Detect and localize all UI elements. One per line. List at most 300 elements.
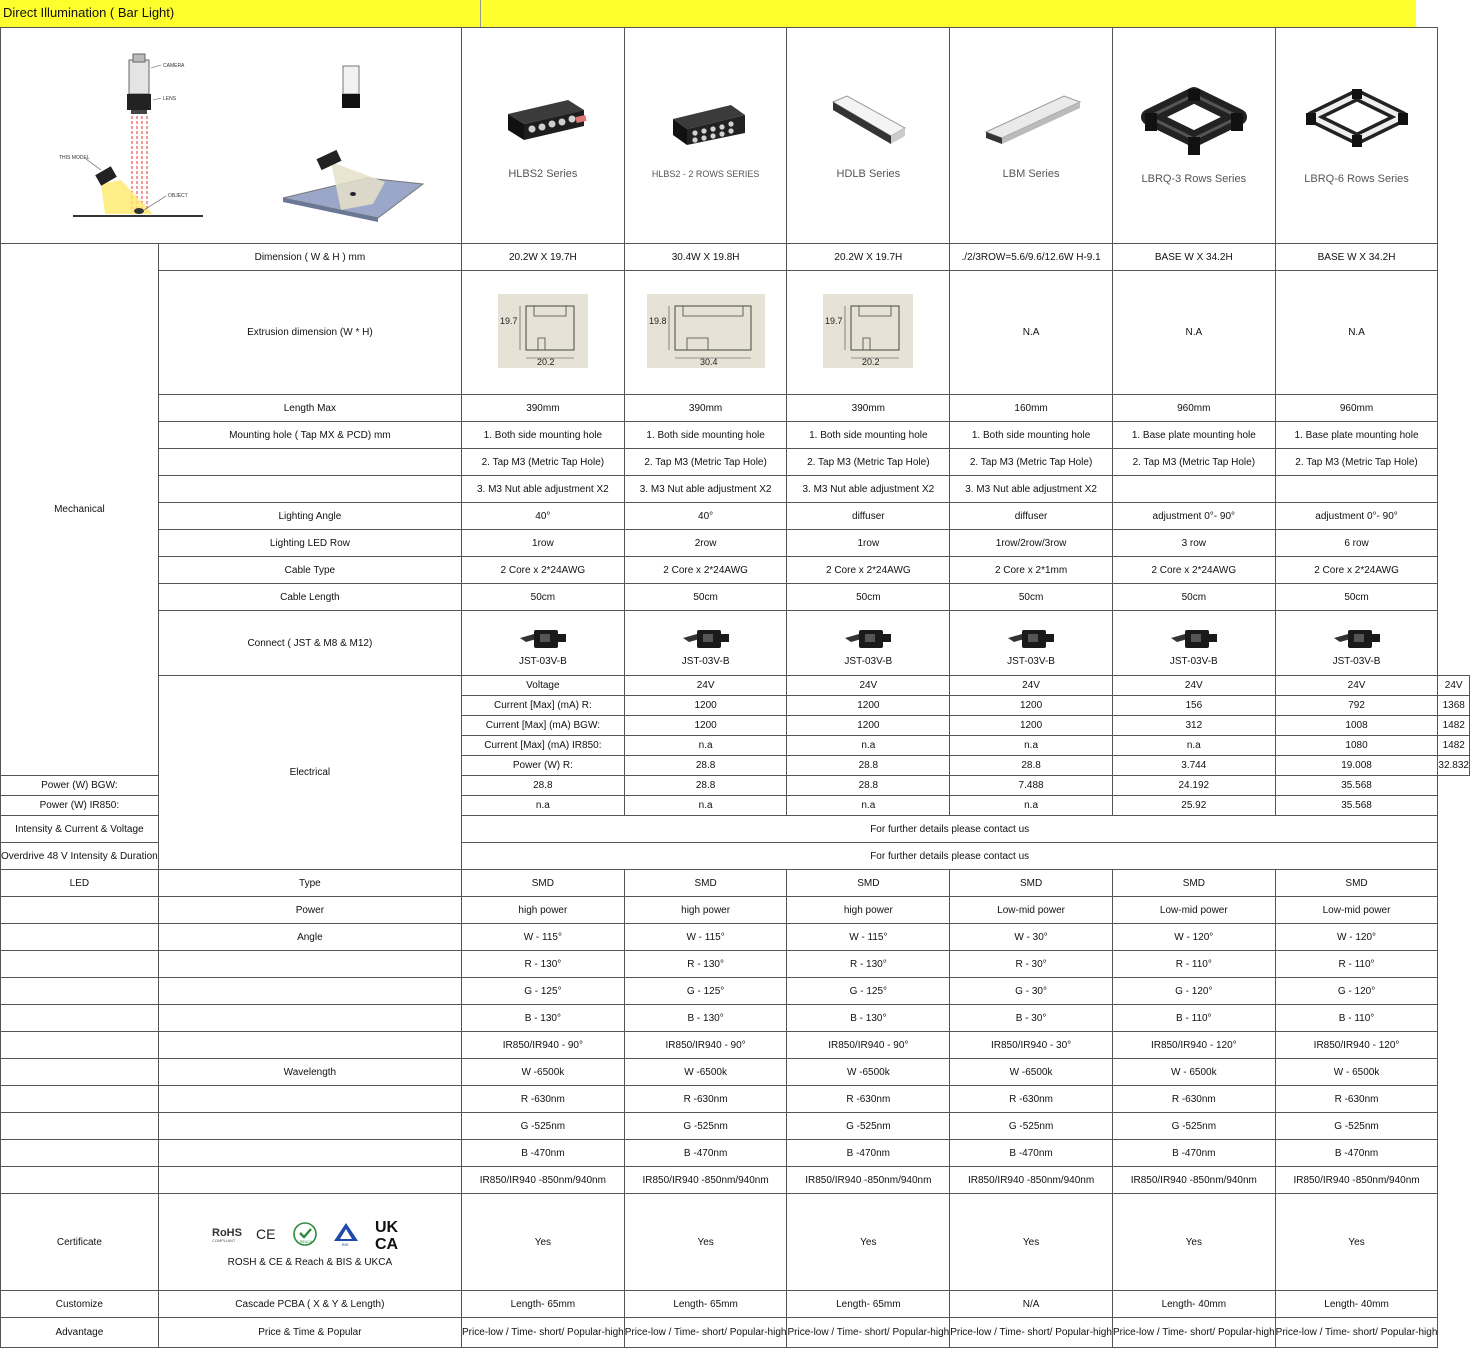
value-cell: 50cm xyxy=(950,584,1113,611)
product-name: LBRQ-3 Rows Series xyxy=(1141,172,1247,185)
row-label: Cascade PCBA ( X & Y & Length) xyxy=(158,1291,461,1318)
spec-row-wl-ir xyxy=(1,1167,1470,1194)
value-cell: 960mm xyxy=(1275,395,1438,422)
row-label xyxy=(158,476,461,503)
category-empty xyxy=(1,1059,159,1086)
value-cell: 960mm xyxy=(1112,395,1275,422)
spec-row-wl-b xyxy=(1,1140,1470,1167)
rohs-icon xyxy=(210,1224,240,1244)
value-cell: B -470nm xyxy=(1275,1140,1438,1167)
row-label: Wavelength xyxy=(158,1059,461,1086)
product-cell-5 xyxy=(1112,28,1275,244)
category-certificate: Certificate xyxy=(1,1194,159,1291)
product-cell-4 xyxy=(950,28,1113,244)
value-cell: 1482 xyxy=(1438,716,1470,736)
value-cell: 1200 xyxy=(624,716,787,736)
row-label: Current [Max] (mA) IR850: xyxy=(462,736,625,756)
spec-row-mount-1 xyxy=(1,422,1470,449)
value-cell: IR850/IR940 - 120° xyxy=(1112,1032,1275,1059)
connector-label: JST-03V-B xyxy=(1007,655,1055,667)
row-label: Current [Max] (mA) BGW: xyxy=(462,716,625,736)
value-cell xyxy=(462,611,625,676)
value-cell: 40° xyxy=(462,503,625,530)
title-bar xyxy=(0,0,1416,28)
value-cell: R - 110° xyxy=(1275,951,1438,978)
connector-icon xyxy=(1167,624,1221,654)
value-cell: n.a xyxy=(624,796,787,816)
value-cell: n.a xyxy=(1112,736,1275,756)
value-cell: R -630nm xyxy=(462,1086,625,1113)
value-cell: 35.568 xyxy=(1275,776,1438,796)
value-cell: G -525nm xyxy=(462,1113,625,1140)
spec-row-connect xyxy=(1,611,1470,676)
value-cell: 32.832 xyxy=(1438,756,1470,776)
reach-icon xyxy=(292,1221,318,1247)
value-cell: SMD xyxy=(950,870,1113,897)
value-cell: 1. Base plate mounting hole xyxy=(1275,422,1438,449)
value-cell: 28.8 xyxy=(950,756,1113,776)
value-cell: 2. Tap M3 (Metric Tap Hole) xyxy=(787,449,950,476)
spec-row-angle-g xyxy=(1,978,1470,1005)
camera-label: CAMERA xyxy=(163,63,185,69)
value-cell: 3. M3 Nut able adjustment X2 xyxy=(624,476,787,503)
value-cell: 1200 xyxy=(950,716,1113,736)
value-cell: 390mm xyxy=(787,395,950,422)
value-cell xyxy=(787,611,950,676)
value-cell: G -525nm xyxy=(1112,1113,1275,1140)
category-mechanical: Mechanical xyxy=(1,244,159,776)
product-name: HLBS2 - 2 ROWS SERIES xyxy=(651,168,760,179)
value-cell: B -470nm xyxy=(950,1140,1113,1167)
value-cell: 1200 xyxy=(787,696,950,716)
value-cell: IR850/IR940 -850nm/940nm xyxy=(950,1167,1113,1194)
value-cell: Length- 65mm xyxy=(787,1291,950,1318)
category-empty xyxy=(1,1005,159,1032)
value-cell: adjustment 0°- 90° xyxy=(1275,503,1438,530)
ukca-icon xyxy=(374,1217,410,1251)
value-cell: G -525nm xyxy=(950,1113,1113,1140)
value-cell: 2 Core x 2*24AWG xyxy=(462,557,625,584)
value-cell: 19.008 xyxy=(1275,756,1438,776)
value-cell: W -6500k xyxy=(950,1059,1113,1086)
value-cell: 3. M3 Nut able adjustment X2 xyxy=(462,476,625,503)
category-empty xyxy=(1,1113,159,1140)
value-cell: n.a xyxy=(462,796,625,816)
spec-row-cascade xyxy=(1,1291,1470,1318)
spec-table xyxy=(0,27,1470,1348)
value-cell: IR850/IR940 - 90° xyxy=(787,1032,950,1059)
row-label xyxy=(158,1140,461,1167)
value-cell: IR850/IR940 -850nm/940nm xyxy=(1112,1167,1275,1194)
value-cell xyxy=(1112,611,1275,676)
product-name: HLBS2 Series xyxy=(508,167,578,180)
value-cell: B - 110° xyxy=(1112,1005,1275,1032)
connector-label: JST-03V-B xyxy=(681,655,730,667)
row-label xyxy=(158,1086,461,1113)
value-cell: BASE W X 34.2H xyxy=(1275,244,1438,271)
spec-row-extrusion xyxy=(1,271,1470,395)
value-cell: 28.8 xyxy=(462,776,625,796)
svg-text:CA: CA xyxy=(374,1235,398,1253)
bis-icon xyxy=(332,1221,360,1247)
row-label: Cable Length xyxy=(158,584,461,611)
value-cell: 390mm xyxy=(462,395,625,422)
value-cell: B -470nm xyxy=(787,1140,950,1167)
value-cell: Low-mid power xyxy=(1275,897,1438,924)
value-cell: W - 6500k xyxy=(1112,1059,1275,1086)
value-cell: 28.8 xyxy=(787,756,950,776)
value-cell: Price-low / Time- short/ Popular-high xyxy=(1112,1318,1275,1348)
connector-icon xyxy=(841,624,895,654)
value-cell: IR850/IR940 -850nm/940nm xyxy=(1275,1167,1438,1194)
value-cell: 24.192 xyxy=(1112,776,1275,796)
product-cell-3 xyxy=(787,28,950,244)
value-cell: 25.92 xyxy=(1112,796,1275,816)
row-label: Lighting Angle xyxy=(158,503,461,530)
value-cell: Price-low / Time- short/ Popular-high xyxy=(950,1318,1113,1348)
value-cell: 2 Core x 2*24AWG xyxy=(1112,557,1275,584)
value-cell: Price-low / Time- short/ Popular-high xyxy=(787,1318,950,1348)
svg-text:CE: CE xyxy=(255,1225,276,1242)
value-cell: R - 30° xyxy=(950,951,1113,978)
value-cell: 1080 xyxy=(1275,736,1438,756)
value-cell: 2. Tap M3 (Metric Tap Hole) xyxy=(462,449,625,476)
value-cell: B -470nm xyxy=(1112,1140,1275,1167)
value-cell: SMD xyxy=(624,870,787,897)
spec-row-cert xyxy=(1,1194,1470,1291)
value-cell: 28.8 xyxy=(624,756,787,776)
value-cell xyxy=(1275,476,1438,503)
value-cell: 390mm xyxy=(624,395,787,422)
row-label: Current [Max] (mA) R: xyxy=(462,696,625,716)
value-cell: 28.8 xyxy=(787,776,950,796)
spec-row-wl-w xyxy=(1,1059,1470,1086)
spec-row-price xyxy=(1,1318,1470,1348)
row-label: Mounting hole ( Tap MX & PCD) mm xyxy=(158,422,461,449)
value-cell: 2 Core x 2*24AWG xyxy=(1275,557,1438,584)
value-cell: 1368 xyxy=(1438,696,1470,716)
value-cell: R -630nm xyxy=(624,1086,787,1113)
value-cell: G - 30° xyxy=(950,978,1113,1005)
row-label: Type xyxy=(158,870,461,897)
value-cell: 2. Tap M3 (Metric Tap Hole) xyxy=(1112,449,1275,476)
value-cell: n.a xyxy=(787,796,950,816)
spec-row-angle-b xyxy=(1,1005,1470,1032)
value-cell: 6 row xyxy=(1275,530,1438,557)
spec-row-dimension xyxy=(1,244,1470,271)
value-cell: 24V xyxy=(1112,676,1275,696)
product-cell-6 xyxy=(1275,28,1438,244)
value-cell: 24V xyxy=(787,676,950,696)
row-label: Power xyxy=(158,897,461,924)
value-cell: B -470nm xyxy=(624,1140,787,1167)
value-cell: 1row xyxy=(787,530,950,557)
value-cell: 24V xyxy=(950,676,1113,696)
spec-row-type xyxy=(1,870,1470,897)
value-cell: G - 125° xyxy=(624,978,787,1005)
value-cell xyxy=(950,611,1113,676)
value-cell: B - 130° xyxy=(624,1005,787,1032)
value-cell: W - 120° xyxy=(1112,924,1275,951)
value-cell: 2 Core x 2*1mm xyxy=(950,557,1113,584)
value-cell: 1row xyxy=(462,530,625,557)
value-cell: N.A xyxy=(1275,271,1438,395)
extrusion-width: 20.2 xyxy=(862,357,880,367)
value-cell xyxy=(624,271,787,395)
header-row xyxy=(1,28,1470,244)
value-cell: Price-low / Time- short/ Popular-high xyxy=(462,1318,625,1348)
value-cell xyxy=(1112,476,1275,503)
value-cell: 1200 xyxy=(624,696,787,716)
value-cell: 20.2W X 19.7H xyxy=(787,244,950,271)
row-label xyxy=(158,1194,461,1291)
value-cell: high power xyxy=(787,897,950,924)
value-cell: 1. Both side mounting hole xyxy=(950,422,1113,449)
spec-row-mount-2 xyxy=(1,449,1470,476)
product-cell-2 xyxy=(624,28,787,244)
value-cell: Length- 40mm xyxy=(1275,1291,1438,1318)
value-cell: Length- 65mm xyxy=(462,1291,625,1318)
connector-label: JST-03V-B xyxy=(844,655,893,667)
extrusion-drawing xyxy=(647,294,765,368)
value-cell: 50cm xyxy=(624,584,787,611)
value-cell: Yes xyxy=(462,1194,625,1291)
value-cell: W - 115° xyxy=(462,924,625,951)
value-cell: 1. Both side mounting hole xyxy=(462,422,625,449)
value-cell xyxy=(624,611,787,676)
value-cell: n.a xyxy=(787,736,950,756)
svg-text:UK: UK xyxy=(374,1218,398,1236)
category-empty xyxy=(1,1167,159,1194)
value-cell: W - 115° xyxy=(624,924,787,951)
lens-label: LENS xyxy=(163,96,177,102)
value-cell: ./2/3ROW=5.6/9.6/12.6W H-9.1 xyxy=(950,244,1113,271)
row-label: Power (W) IR850: xyxy=(1,796,159,816)
spec-row-power xyxy=(1,897,1470,924)
row-label: Cable Type xyxy=(158,557,461,584)
value-cell: SMD xyxy=(1275,870,1438,897)
category-empty xyxy=(1,1086,159,1113)
extrusion-width: 20.2 xyxy=(536,357,555,367)
value-cell: 1. Base plate mounting hole xyxy=(1112,422,1275,449)
row-label: Power (W) R: xyxy=(462,756,625,776)
value-cell: n.a xyxy=(950,736,1113,756)
value-cell: B - 130° xyxy=(462,1005,625,1032)
value-cell: W - 120° xyxy=(1275,924,1438,951)
row-label: Length Max xyxy=(158,395,461,422)
value-cell: SMD xyxy=(787,870,950,897)
value-cell: 156 xyxy=(1112,696,1275,716)
value-cell: Yes xyxy=(1275,1194,1438,1291)
value-cell: B - 130° xyxy=(787,1005,950,1032)
value-cell: Price-low / Time- short/ Popular-high xyxy=(1275,1318,1438,1348)
value-cell: 3. M3 Nut able adjustment X2 xyxy=(950,476,1113,503)
spec-row-length-max xyxy=(1,395,1470,422)
value-cell xyxy=(462,271,625,395)
category-empty xyxy=(1,951,159,978)
value-cell: R - 130° xyxy=(787,951,950,978)
spec-row-mount-3 xyxy=(1,476,1470,503)
value-cell: 1. Both side mounting hole xyxy=(787,422,950,449)
value-cell: W -6500k xyxy=(624,1059,787,1086)
extrusion-height: 19.8 xyxy=(648,316,667,326)
value-cell: Yes xyxy=(1112,1194,1275,1291)
value-cell: diffuser xyxy=(787,503,950,530)
value-cell: R -630nm xyxy=(1275,1086,1438,1113)
value-cell: 28.8 xyxy=(624,776,787,796)
row-label: Lighting LED Row xyxy=(158,530,461,557)
connector-label: JST-03V-B xyxy=(518,655,567,667)
value-cell: 3.744 xyxy=(1112,756,1275,776)
category-advantage: Advantage xyxy=(1,1318,159,1348)
value-cell: G - 125° xyxy=(462,978,625,1005)
value-cell: 1200 xyxy=(950,696,1113,716)
row-label: Overdrive 48 V Intensity & Duration xyxy=(1,843,159,870)
connector-icon xyxy=(1004,624,1058,654)
svg-text:COMPLIANT: COMPLIANT xyxy=(211,1237,236,1243)
category-empty xyxy=(1,924,159,951)
value-cell: 20.2W X 19.7H xyxy=(462,244,625,271)
row-label: Price & Time & Popular xyxy=(158,1318,461,1348)
value-cell: 2. Tap M3 (Metric Tap Hole) xyxy=(950,449,1113,476)
extrusion-height: 19.7 xyxy=(825,316,843,326)
value-cell: SMD xyxy=(1112,870,1275,897)
value-cell: G -525nm xyxy=(787,1113,950,1140)
value-cell: G - 120° xyxy=(1275,978,1438,1005)
value-cell: 2 Core x 2*24AWG xyxy=(624,557,787,584)
diagram-cell xyxy=(1,28,462,244)
value-cell: G -525nm xyxy=(1275,1113,1438,1140)
this-model-label: THIS MODEL xyxy=(59,155,90,161)
value-cell: 1row/2row/3row xyxy=(950,530,1113,557)
value-cell: IR850/IR940 - 30° xyxy=(950,1032,1113,1059)
connector-icon xyxy=(516,624,570,654)
connector-label: JST-03V-B xyxy=(1332,655,1381,667)
value-cell: W -6500k xyxy=(787,1059,950,1086)
value-cell: 2. Tap M3 (Metric Tap Hole) xyxy=(624,449,787,476)
value-cell: 2. Tap M3 (Metric Tap Hole) xyxy=(1275,449,1438,476)
merged-value: For further details please contact us xyxy=(462,816,1438,843)
extrusion-width: 30.4 xyxy=(699,357,718,367)
value-cell: B -470nm xyxy=(462,1140,625,1167)
value-cell: B - 110° xyxy=(1275,1005,1438,1032)
value-cell: 1008 xyxy=(1275,716,1438,736)
row-label xyxy=(158,449,461,476)
cert-label: ROSH & CE & Reach & BIS & UKCA xyxy=(227,1256,393,1268)
row-label xyxy=(158,1032,461,1059)
value-cell: R - 130° xyxy=(624,951,787,978)
value-cell: 792 xyxy=(1275,696,1438,716)
row-label: Power (W) BGW: xyxy=(1,776,159,796)
value-cell: 40° xyxy=(624,503,787,530)
value-cell: Yes xyxy=(624,1194,787,1291)
title-divider xyxy=(480,0,481,27)
value-cell: n.a xyxy=(950,796,1113,816)
row-label xyxy=(158,1005,461,1032)
value-cell: IR850/IR940 -850nm/940nm xyxy=(787,1167,950,1194)
value-cell: IR850/IR940 - 90° xyxy=(462,1032,625,1059)
value-cell: B - 30° xyxy=(950,1005,1113,1032)
spec-row-wl-r xyxy=(1,1086,1470,1113)
spec-row-angle-ir xyxy=(1,1032,1470,1059)
value-cell: 35.568 xyxy=(1275,796,1438,816)
value-cell: 1200 xyxy=(787,716,950,736)
row-label xyxy=(158,978,461,1005)
value-cell: N.A xyxy=(1112,271,1275,395)
value-cell: 2row xyxy=(624,530,787,557)
ce-icon xyxy=(254,1224,278,1244)
hlbs2-product-image xyxy=(488,92,598,162)
hlbs2-2rows-product-image xyxy=(651,93,761,163)
value-cell: R -630nm xyxy=(1112,1086,1275,1113)
lbm-product-image xyxy=(976,92,1086,162)
value-cell: R - 130° xyxy=(462,951,625,978)
value-cell: 3. M3 Nut able adjustment X2 xyxy=(787,476,950,503)
value-cell xyxy=(1275,611,1438,676)
value-cell: adjustment 0°- 90° xyxy=(1112,503,1275,530)
value-cell: 2 Core x 2*24AWG xyxy=(787,557,950,584)
object-label: OBJECT xyxy=(168,193,188,199)
value-cell: R - 110° xyxy=(1112,951,1275,978)
connector-label: JST-03V-B xyxy=(1169,655,1218,667)
value-cell: 50cm xyxy=(1275,584,1438,611)
spec-row-wl-g xyxy=(1,1113,1470,1140)
value-cell: 50cm xyxy=(462,584,625,611)
row-label: Intensity & Current & Voltage xyxy=(1,816,159,843)
cert-logos xyxy=(159,1217,461,1251)
value-cell: R -630nm xyxy=(950,1086,1113,1113)
value-cell: 50cm xyxy=(787,584,950,611)
value-cell: W - 115° xyxy=(787,924,950,951)
setup-diagram xyxy=(1,34,461,234)
value-cell: Low-mid power xyxy=(950,897,1113,924)
category-led: LED xyxy=(1,870,159,897)
value-cell: 312 xyxy=(1112,716,1275,736)
diagram-left xyxy=(59,54,203,216)
spec-row-led-row xyxy=(1,530,1470,557)
product-name: LBM Series xyxy=(1002,167,1060,180)
value-cell: 30.4W X 19.8H xyxy=(624,244,787,271)
product-cell-1 xyxy=(462,28,625,244)
value-cell: G - 120° xyxy=(1112,978,1275,1005)
value-cell: IR850/IR940 - 120° xyxy=(1275,1032,1438,1059)
row-label: Angle xyxy=(158,924,461,951)
row-label: Voltage xyxy=(462,676,625,696)
value-cell: Yes xyxy=(787,1194,950,1291)
row-label xyxy=(158,1167,461,1194)
value-cell: Price-low / Time- short/ Popular-high xyxy=(624,1318,787,1348)
value-cell: Length- 40mm xyxy=(1112,1291,1275,1318)
row-label: Dimension ( W & H ) mm xyxy=(158,244,461,271)
value-cell: IR850/IR940 - 90° xyxy=(624,1032,787,1059)
value-cell: high power xyxy=(624,897,787,924)
spec-row-angle-w xyxy=(1,924,1470,951)
value-cell: 50cm xyxy=(1112,584,1275,611)
value-cell: R -630nm xyxy=(787,1086,950,1113)
value-cell: high power xyxy=(462,897,625,924)
row-label: Extrusion dimension (W * H) xyxy=(158,271,461,395)
category-electrical: Electrical xyxy=(158,676,461,870)
spec-row-cable-type xyxy=(1,557,1470,584)
connector-icon xyxy=(1330,624,1384,654)
value-cell: W - 6500k xyxy=(1275,1059,1438,1086)
extrusion-height: 19.7 xyxy=(499,316,518,326)
value-cell: 24V xyxy=(1275,676,1438,696)
product-name: LBRQ-6 Rows Series xyxy=(1304,172,1409,185)
value-cell: 160mm xyxy=(950,395,1113,422)
value-cell: Length- 65mm xyxy=(624,1291,787,1318)
category-empty xyxy=(1,978,159,1005)
